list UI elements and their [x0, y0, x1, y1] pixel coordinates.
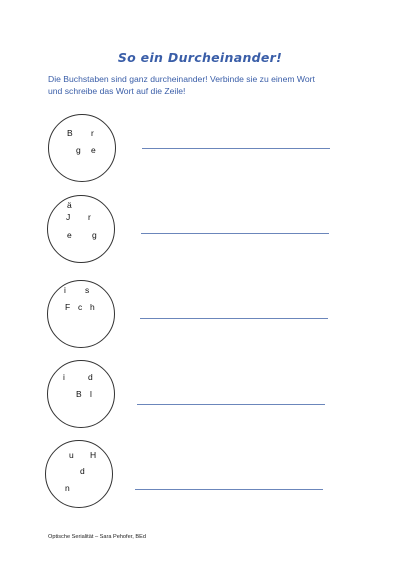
answer-line[interactable]	[137, 404, 325, 405]
answer-line[interactable]	[135, 489, 323, 490]
letter: H	[90, 450, 97, 460]
letter: l	[90, 389, 92, 399]
letter: n	[65, 483, 70, 493]
worksheet-title: So ein Durcheinander!	[117, 50, 283, 65]
letter-circle	[48, 114, 116, 182]
letter: h	[90, 302, 95, 312]
letter: g	[92, 230, 97, 240]
letter: e	[67, 230, 72, 240]
letter: F	[65, 302, 71, 312]
answer-line[interactable]	[140, 318, 328, 319]
letter: B	[67, 128, 73, 138]
letter-circle	[45, 440, 113, 508]
letter: B	[76, 389, 82, 399]
letter-circle	[47, 360, 115, 428]
letter: e	[91, 145, 96, 155]
letter: r	[88, 212, 91, 222]
instruction-line-1: Die Buchstaben sind ganz durcheinander! Verbinde sie zu einem Wort	[48, 74, 315, 84]
letter: i	[63, 372, 65, 382]
letter: d	[80, 466, 85, 476]
instructions	[48, 73, 368, 97]
letter: d	[88, 372, 93, 382]
footer: Optische Serialität – Sara Pehofer, BEd	[48, 534, 146, 540]
letter: c	[78, 302, 83, 312]
letter: r	[91, 128, 94, 138]
letter: g	[76, 145, 81, 155]
answer-line[interactable]	[142, 148, 330, 149]
letter: u	[69, 450, 74, 460]
instruction-line-2: und schreibe das Wort auf die Zeile!	[48, 86, 186, 96]
letter-circle	[47, 195, 115, 263]
letter: s	[85, 285, 90, 295]
letter: ä	[67, 200, 72, 210]
letter-circle	[47, 280, 115, 348]
letter: J	[66, 212, 71, 222]
answer-line[interactable]	[141, 233, 329, 234]
letter: i	[64, 285, 66, 295]
